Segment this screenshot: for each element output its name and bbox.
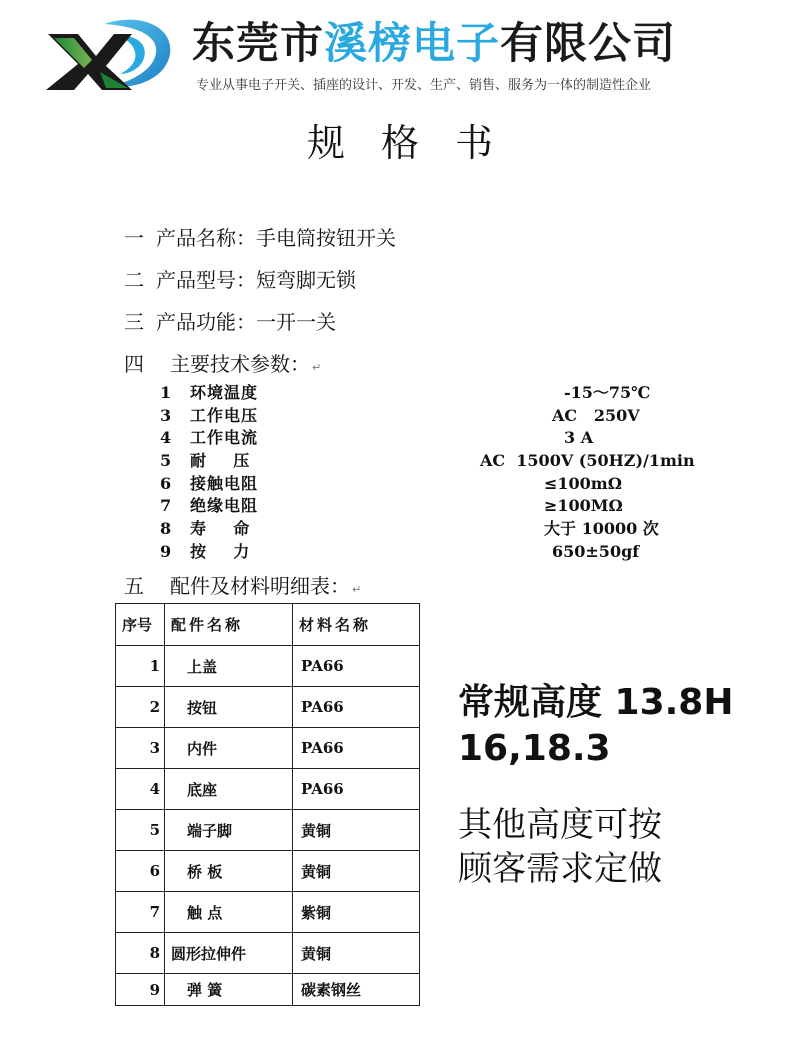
param-value: 650±50gf — [552, 541, 640, 561]
section-text: 产品名称：手电筒按钮开关 — [156, 226, 396, 250]
param-value: 3 A — [564, 428, 594, 448]
cell-part: 按钮 — [165, 687, 293, 728]
param-value: AC 250V — [552, 405, 640, 425]
section-product-model — [124, 264, 356, 293]
cell-material: PA66 — [293, 687, 420, 728]
param-name: 按 力 — [190, 541, 251, 561]
custom-height-line2: 顾客需求定做 — [458, 849, 662, 889]
param-number: 4 — [160, 428, 172, 448]
param-number: 7 — [160, 496, 172, 516]
cell-material: PA66 — [293, 646, 420, 687]
table-row — [116, 974, 420, 1006]
param-row — [160, 541, 720, 564]
section-product-name — [124, 222, 396, 251]
param-number: 8 — [160, 519, 172, 539]
section-text: 产品功能：一开一关 — [156, 310, 336, 334]
cell-material: 黄铜 — [293, 851, 420, 892]
cell-material: 紫铜 — [293, 892, 420, 933]
param-number: 3 — [160, 405, 172, 425]
cell-part: 触 点 — [165, 892, 293, 933]
param-value: 大于 10000 次 — [544, 519, 659, 539]
cell-material: 黄铜 — [293, 810, 420, 851]
paragraph-mark: ↵ — [312, 361, 322, 374]
param-value: AC 1500V (50HZ)/1min — [480, 451, 695, 471]
cell-part: 圆形拉伸件 — [165, 933, 293, 974]
param-row — [160, 405, 720, 428]
table-row — [116, 728, 420, 769]
cell-no: 4 — [116, 769, 165, 810]
param-row — [160, 473, 720, 496]
section-number: 三 — [124, 310, 144, 334]
param-name: 工作电流 — [190, 428, 259, 448]
section-parts-list — [124, 570, 361, 599]
param-number: 9 — [160, 541, 172, 561]
param-number: 1 — [160, 383, 172, 402]
cell-no: 2 — [116, 687, 165, 728]
section-product-function — [124, 306, 336, 335]
table-row — [116, 687, 420, 728]
standard-height-line2: 16,18.3 — [458, 728, 611, 769]
cell-part: 底座 — [165, 769, 293, 810]
table-row — [116, 892, 420, 933]
table-row — [116, 646, 420, 687]
cell-part: 桥 板 — [165, 851, 293, 892]
company-name-part1: 东莞市 — [192, 19, 324, 69]
cell-no: 8 — [116, 933, 165, 974]
section-number: 一 — [124, 226, 144, 250]
header-cell-material: 材料名称 — [293, 604, 420, 646]
company-name-part2: 溪榜电子 — [324, 19, 500, 69]
standard-height-line1: 常规高度 13.8H — [458, 682, 734, 723]
param-number: 5 — [160, 451, 172, 471]
param-name: 工作电压 — [190, 405, 259, 425]
custom-height-line1: 其他高度可按 — [458, 805, 662, 845]
cell-no: 5 — [116, 810, 165, 851]
section-tech-params — [124, 348, 321, 377]
section-text: 主要技术参数： — [170, 352, 310, 376]
table-row — [116, 810, 420, 851]
header-cell-no: 序号 — [116, 604, 165, 646]
xb-logo-icon — [44, 16, 178, 92]
param-name: 耐 压 — [190, 451, 251, 471]
cell-material: 黄铜 — [293, 933, 420, 974]
param-value: ≥100MΩ — [544, 496, 623, 516]
cell-no: 9 — [116, 974, 165, 1006]
document-title: 规格书 — [306, 121, 529, 165]
param-row — [160, 495, 720, 518]
company-slogan: 专业从事电子开关、插座的设计、开发、生产、销售、服务为一体的制造性企业 — [196, 78, 652, 93]
param-number: 6 — [160, 473, 172, 493]
param-name: 环境温度 — [190, 383, 259, 402]
header-cell-part: 配件名称 — [165, 604, 293, 646]
params-list — [160, 382, 720, 564]
cell-part: 上盖 — [165, 646, 293, 687]
section-text: 配件及材料明细表： — [170, 574, 350, 598]
paragraph-mark: ↵ — [352, 583, 362, 596]
table-row — [116, 851, 420, 892]
cell-part: 内件 — [165, 728, 293, 769]
section-number: 五 — [124, 574, 144, 598]
company-name-part3: 有限公司 — [500, 19, 676, 69]
param-row — [160, 427, 720, 450]
param-value: ≤100mΩ — [544, 473, 622, 493]
section-number: 四 — [124, 352, 144, 376]
table-row — [116, 769, 420, 810]
section-number: 二 — [124, 268, 144, 292]
cell-no: 3 — [116, 728, 165, 769]
standard-height-note — [458, 680, 734, 772]
param-row — [160, 450, 720, 473]
cell-material: PA66 — [293, 728, 420, 769]
parts-table — [115, 603, 420, 1006]
param-name: 绝缘电阻 — [190, 496, 259, 516]
param-name: 接触电阻 — [190, 473, 259, 493]
cell-material: PA66 — [293, 769, 420, 810]
cell-no: 7 — [116, 892, 165, 933]
cell-no: 1 — [116, 646, 165, 687]
param-row — [160, 382, 720, 405]
cell-material: 碳素钢丝 — [293, 974, 420, 1006]
param-name: 寿 命 — [190, 519, 251, 539]
param-row — [160, 518, 720, 541]
section-text: 产品型号：短弯脚无锁 — [156, 268, 356, 292]
table-header-row — [116, 604, 420, 646]
cell-no: 6 — [116, 851, 165, 892]
param-value: -15～75℃ — [564, 383, 651, 402]
table-row — [116, 933, 420, 974]
cell-part: 端子脚 — [165, 810, 293, 851]
custom-height-note — [458, 803, 662, 891]
company-name — [192, 16, 676, 72]
cell-part: 弹 簧 — [165, 974, 293, 1006]
